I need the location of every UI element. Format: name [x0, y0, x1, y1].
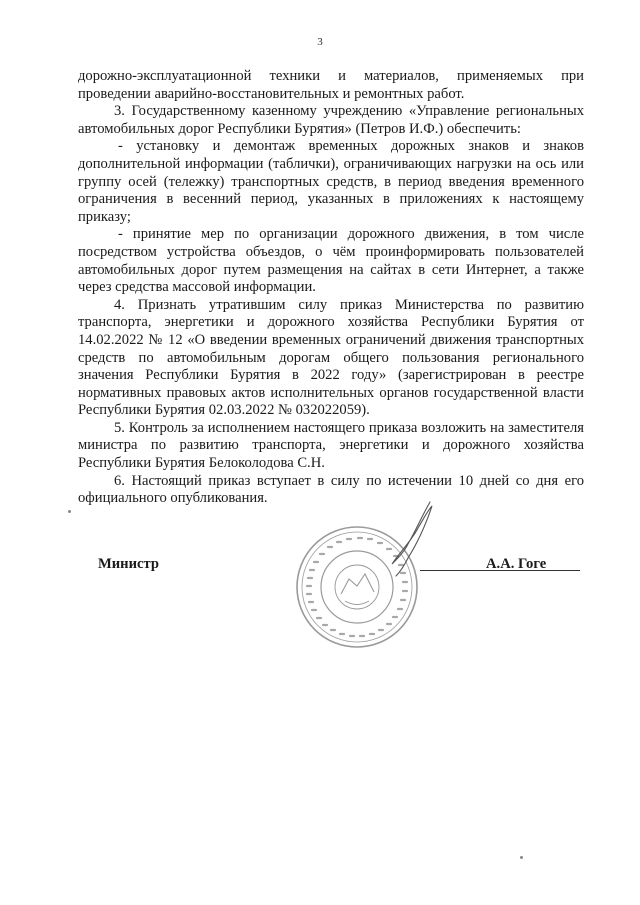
- paragraph-6: 6. Настоящий приказ вступает в силу по истечении 10 дней со дня его официального опубликования.: [78, 472, 584, 507]
- document-body: [78, 68, 584, 508]
- scan-speck: [520, 856, 523, 859]
- signature-block: [98, 556, 558, 576]
- paragraph-3-item-1: - установку и демонтаж временных дорожных знаков и знаков дополнительной информации (таблички), ограничивающих нагрузки на ось или группу осей (тележку) транспортных средств, в период введения временного ограничения в весенний период, указанных в приложениях к настоящему приказу;: [78, 138, 584, 225]
- scan-speck: [68, 510, 71, 513]
- paragraph-5: 5. Контроль за исполнением настоящего приказа возложить на заместителя министра по развитию транспорта, энергетики и дорожного хозяйства Республики Бурятия Белоколодова С.Н.: [78, 419, 584, 472]
- paragraph-3-intro: 3. Государственному казенному учреждению «Управление региональных автомобильных дорог Республики Бурятия» (Петров И.Ф.) обеспечить:: [78, 103, 584, 137]
- page-number: 3: [317, 36, 323, 48]
- signatory-name: А.А. Гоге: [486, 556, 547, 572]
- paragraph-continuation: дорожно-эксплуатационной техники и материалов, применяемых при проведении аварийно-восстановительных и ремонтных работ.: [78, 68, 584, 102]
- paragraph-3-item-2: - принятие мер по организации дорожного движения, в том числе посредством устройства объездов, о чём проинформировать пользователей автомобильных дорог путем размещения на сайтах в сети Интернет, а также через средства массовой информации.: [78, 226, 584, 296]
- paragraph-4: 4. Признать утратившим силу приказ Министерства по развитию транспорта, энергетики и дорожного хозяйства Республики Бурятия от 14.02.2022 № 12 «О введении временных ограничений движения транспортных средств по автомобильным дорогам общего пользования регионального значения Республики Бурятия в 2022 году» (зарегистрирован в реестре нормативных правовых актов исполнительных органов государственной власти Республики Бурятия 02.03.2022 № 032022059).: [78, 296, 584, 419]
- signatory-role: Министр: [98, 556, 159, 572]
